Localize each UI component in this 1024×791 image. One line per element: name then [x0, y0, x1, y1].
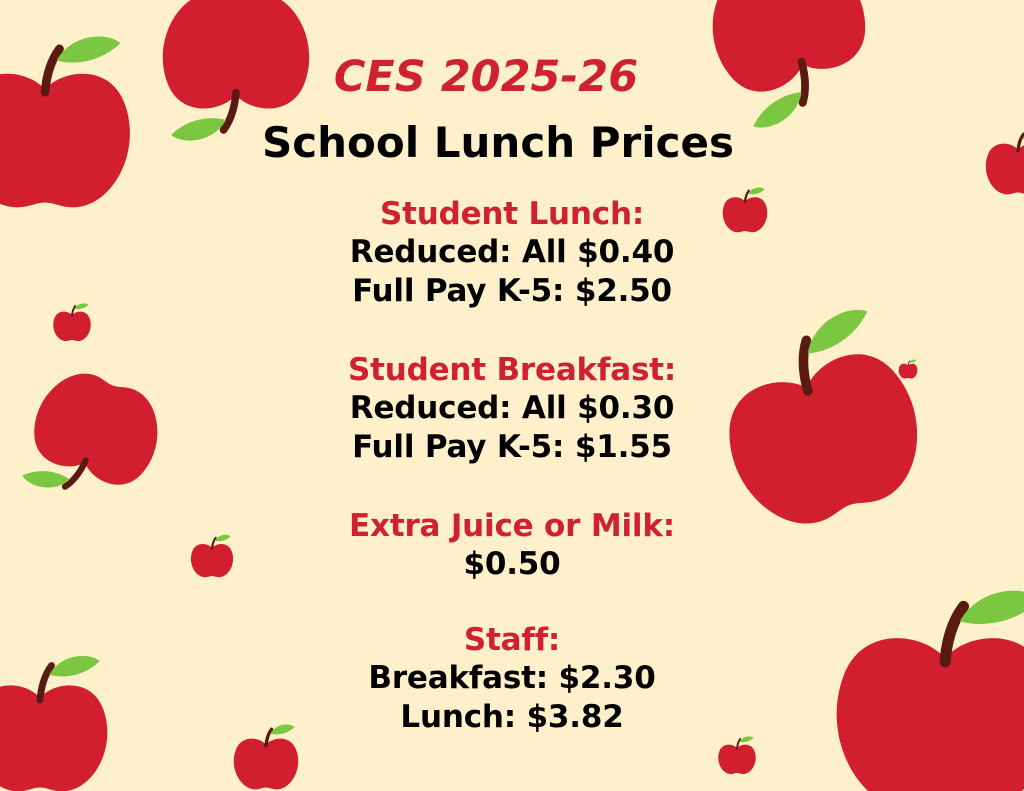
section-heading-student-lunch: Student Lunch: — [379, 196, 645, 232]
price-line: Breakfast: $2.30 — [368, 660, 656, 696]
price-line: Reduced: All $0.30 — [349, 390, 675, 426]
price-line: Full Pay K-5: $1.55 — [352, 429, 672, 465]
page-title: School Lunch Prices — [261, 118, 735, 167]
price-line: Reduced: All $0.40 — [349, 234, 675, 270]
section-heading-extra-juice-milk: Extra Juice or Milk: — [349, 508, 675, 544]
section-heading-staff: Staff: — [463, 622, 561, 658]
section-heading-student-breakfast: Student Breakfast: — [347, 352, 677, 388]
price-line: Full Pay K-5: $2.50 — [352, 273, 672, 309]
school-year-title: CES 2025-26 — [333, 52, 639, 102]
price-line: Lunch: $3.82 — [400, 699, 624, 735]
price-line: $0.50 — [463, 546, 561, 582]
